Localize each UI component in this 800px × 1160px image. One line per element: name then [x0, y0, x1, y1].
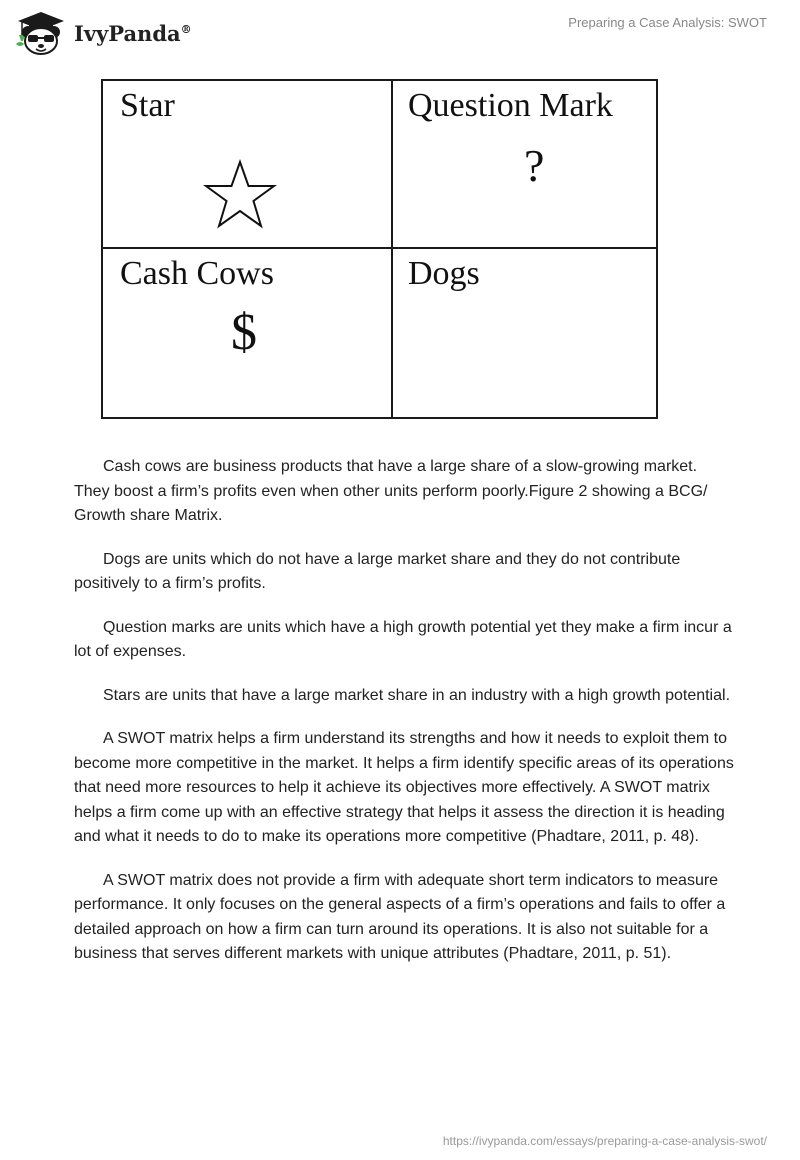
panda-mascot-icon: [14, 10, 68, 56]
matrix-horizontal-divider: [103, 247, 656, 249]
cell-dogs-label: Dogs: [408, 255, 480, 292]
paragraph-swot-benefits: A SWOT matrix helps a firm understand its strengths and how it needs to exploit them to become more competitive in the market. It helps a firm identify specific areas of its operations that need more resources to help it achieve its objectives more effectively. A SWOT matrix helps a firm come up with an effective strategy that helps it assess the direction it is heading and what it needs to do to make its operations more competitive (Phadtare, 2011, p. 48).: [74, 730, 734, 845]
paragraph-swot-limitations: A SWOT matrix does not provide a firm with adequate short term indicators to measure performance. It only focuses on the general aspects of a firm’s operations and fails to offer a detailed approach on how a firm can turn around its operations. It is also not suitable for a business that serves different markets with unique attributes (Phadtare, 2011, p. 51).: [74, 871, 726, 962]
paragraph-cash-cows: Cash cows are business products that have a large share of a slow-growing market. They boost a firm’s profits even when other units perform poorly.Figure 2 showing a BCG/ Growth share Matrix.: [74, 458, 708, 524]
document-title: Preparing a Case Analysis: SWOT: [568, 15, 767, 30]
source-url-link[interactable]: https://ivypanda.com/essays/preparing-a-case-analysis-swot/: [442, 1134, 767, 1148]
paragraph-dogs: Dogs are units which do not have a large market share and they do not contribute positively to a firm’s profits.: [74, 550, 681, 592]
matrix-vertical-divider: [391, 81, 393, 417]
brand-name: IvyPanda®: [74, 20, 192, 46]
bcg-matrix: [101, 79, 658, 419]
paragraph-question-marks: Question marks are units which have a high growth potential yet they make a firm incur a lot of expenses.: [74, 618, 732, 660]
question-mark-symbol: ?: [524, 140, 545, 191]
cell-question-mark-label: Question Mark: [408, 87, 613, 124]
dollar-symbol: $: [231, 304, 257, 361]
star-outline-icon: [203, 159, 277, 229]
cell-cash-cows-label: Cash Cows: [120, 255, 274, 292]
cell-star-label: Star: [120, 87, 175, 124]
page-header: [0, 0, 800, 70]
article-body: [74, 455, 734, 986]
paragraph-stars: Stars are units that have a large market share in an industry with a high growth potential.: [103, 686, 731, 704]
ivypanda-logo[interactable]: [14, 10, 192, 56]
